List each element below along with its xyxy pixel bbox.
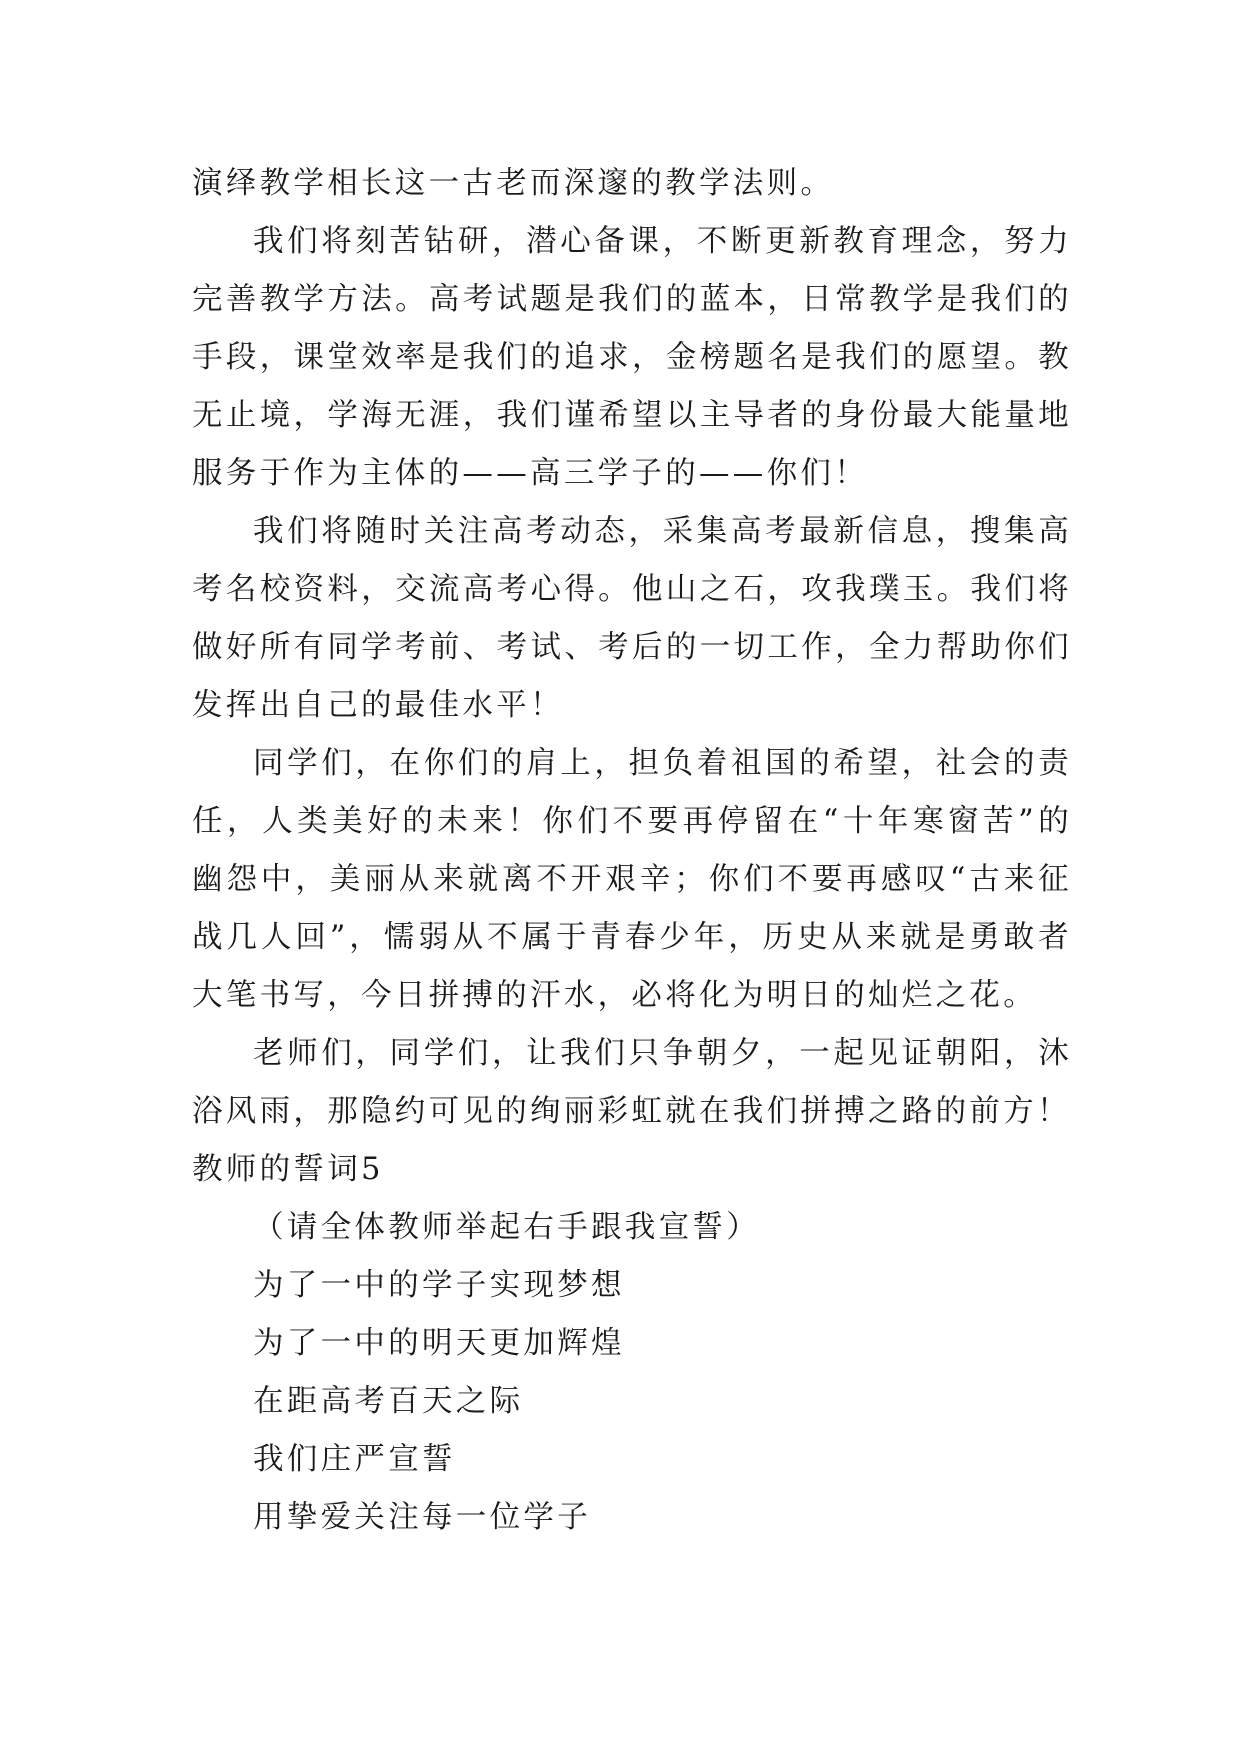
paragraph-exam-info: 我们将随时关注高考动态，采集高考最新信息，搜集高考名校资料，交流高考心得。他山之石，攻我璞玉。我们将做好所有同学考前、考试、考后的一切工作，全力帮助你们发挥出自己的最佳水平！: [192, 514, 1072, 723]
oath-line: 我们庄严宣誓: [253, 1442, 456, 1477]
oath-line: 为了一中的明天更加辉煌: [253, 1326, 625, 1361]
paragraph-teaching-methods: 我们将刻苦钻研，潜心备课，不断更新教育理念，努力完善教学方法。高考试题是我们的蓝本，日常教学是我们的手段，课堂效率是我们的追求，金榜题名是我们的愿望。教无止境，学海无涯，我们谨希望以主导者的身份最大能量地服务于作为主体的——高三学子的——你们！: [192, 224, 1072, 491]
paragraph-continuation: 演绎教学相长这一古老而深邃的教学法则。: [192, 166, 835, 201]
section-heading: 教师的誓词5: [192, 1152, 384, 1187]
oath-line: 用挚爱关注每一位学子: [253, 1500, 591, 1535]
document-body: [192, 155, 1072, 1547]
oath-line: 在距高考百天之际: [253, 1384, 524, 1419]
oath-line: 为了一中的学子实现梦想: [253, 1268, 625, 1303]
paragraph-students-responsibility: 同学们，在你们的肩上，担负着祖国的希望，社会的责任，人类美好的未来！你们不要再停留在“十年寒窗苦”的幽怨中，美丽从来就离不开艰辛；你们不要再感叹“古来征战几人回”，懦弱从不属于青春少年，历史从来就是勇敢者大笔书写，今日拼搏的汗水，必将化为明日的灿烂之花。: [192, 746, 1072, 1013]
paragraph-closing: 老师们，同学们，让我们只争朝夕，一起见证朝阳，沐浴风雨，那隐约可见的绚丽彩虹就在我们拼搏之路的前方！: [192, 1036, 1072, 1129]
oath-instruction: （请全体教师举起右手跟我宣誓）: [253, 1210, 760, 1245]
